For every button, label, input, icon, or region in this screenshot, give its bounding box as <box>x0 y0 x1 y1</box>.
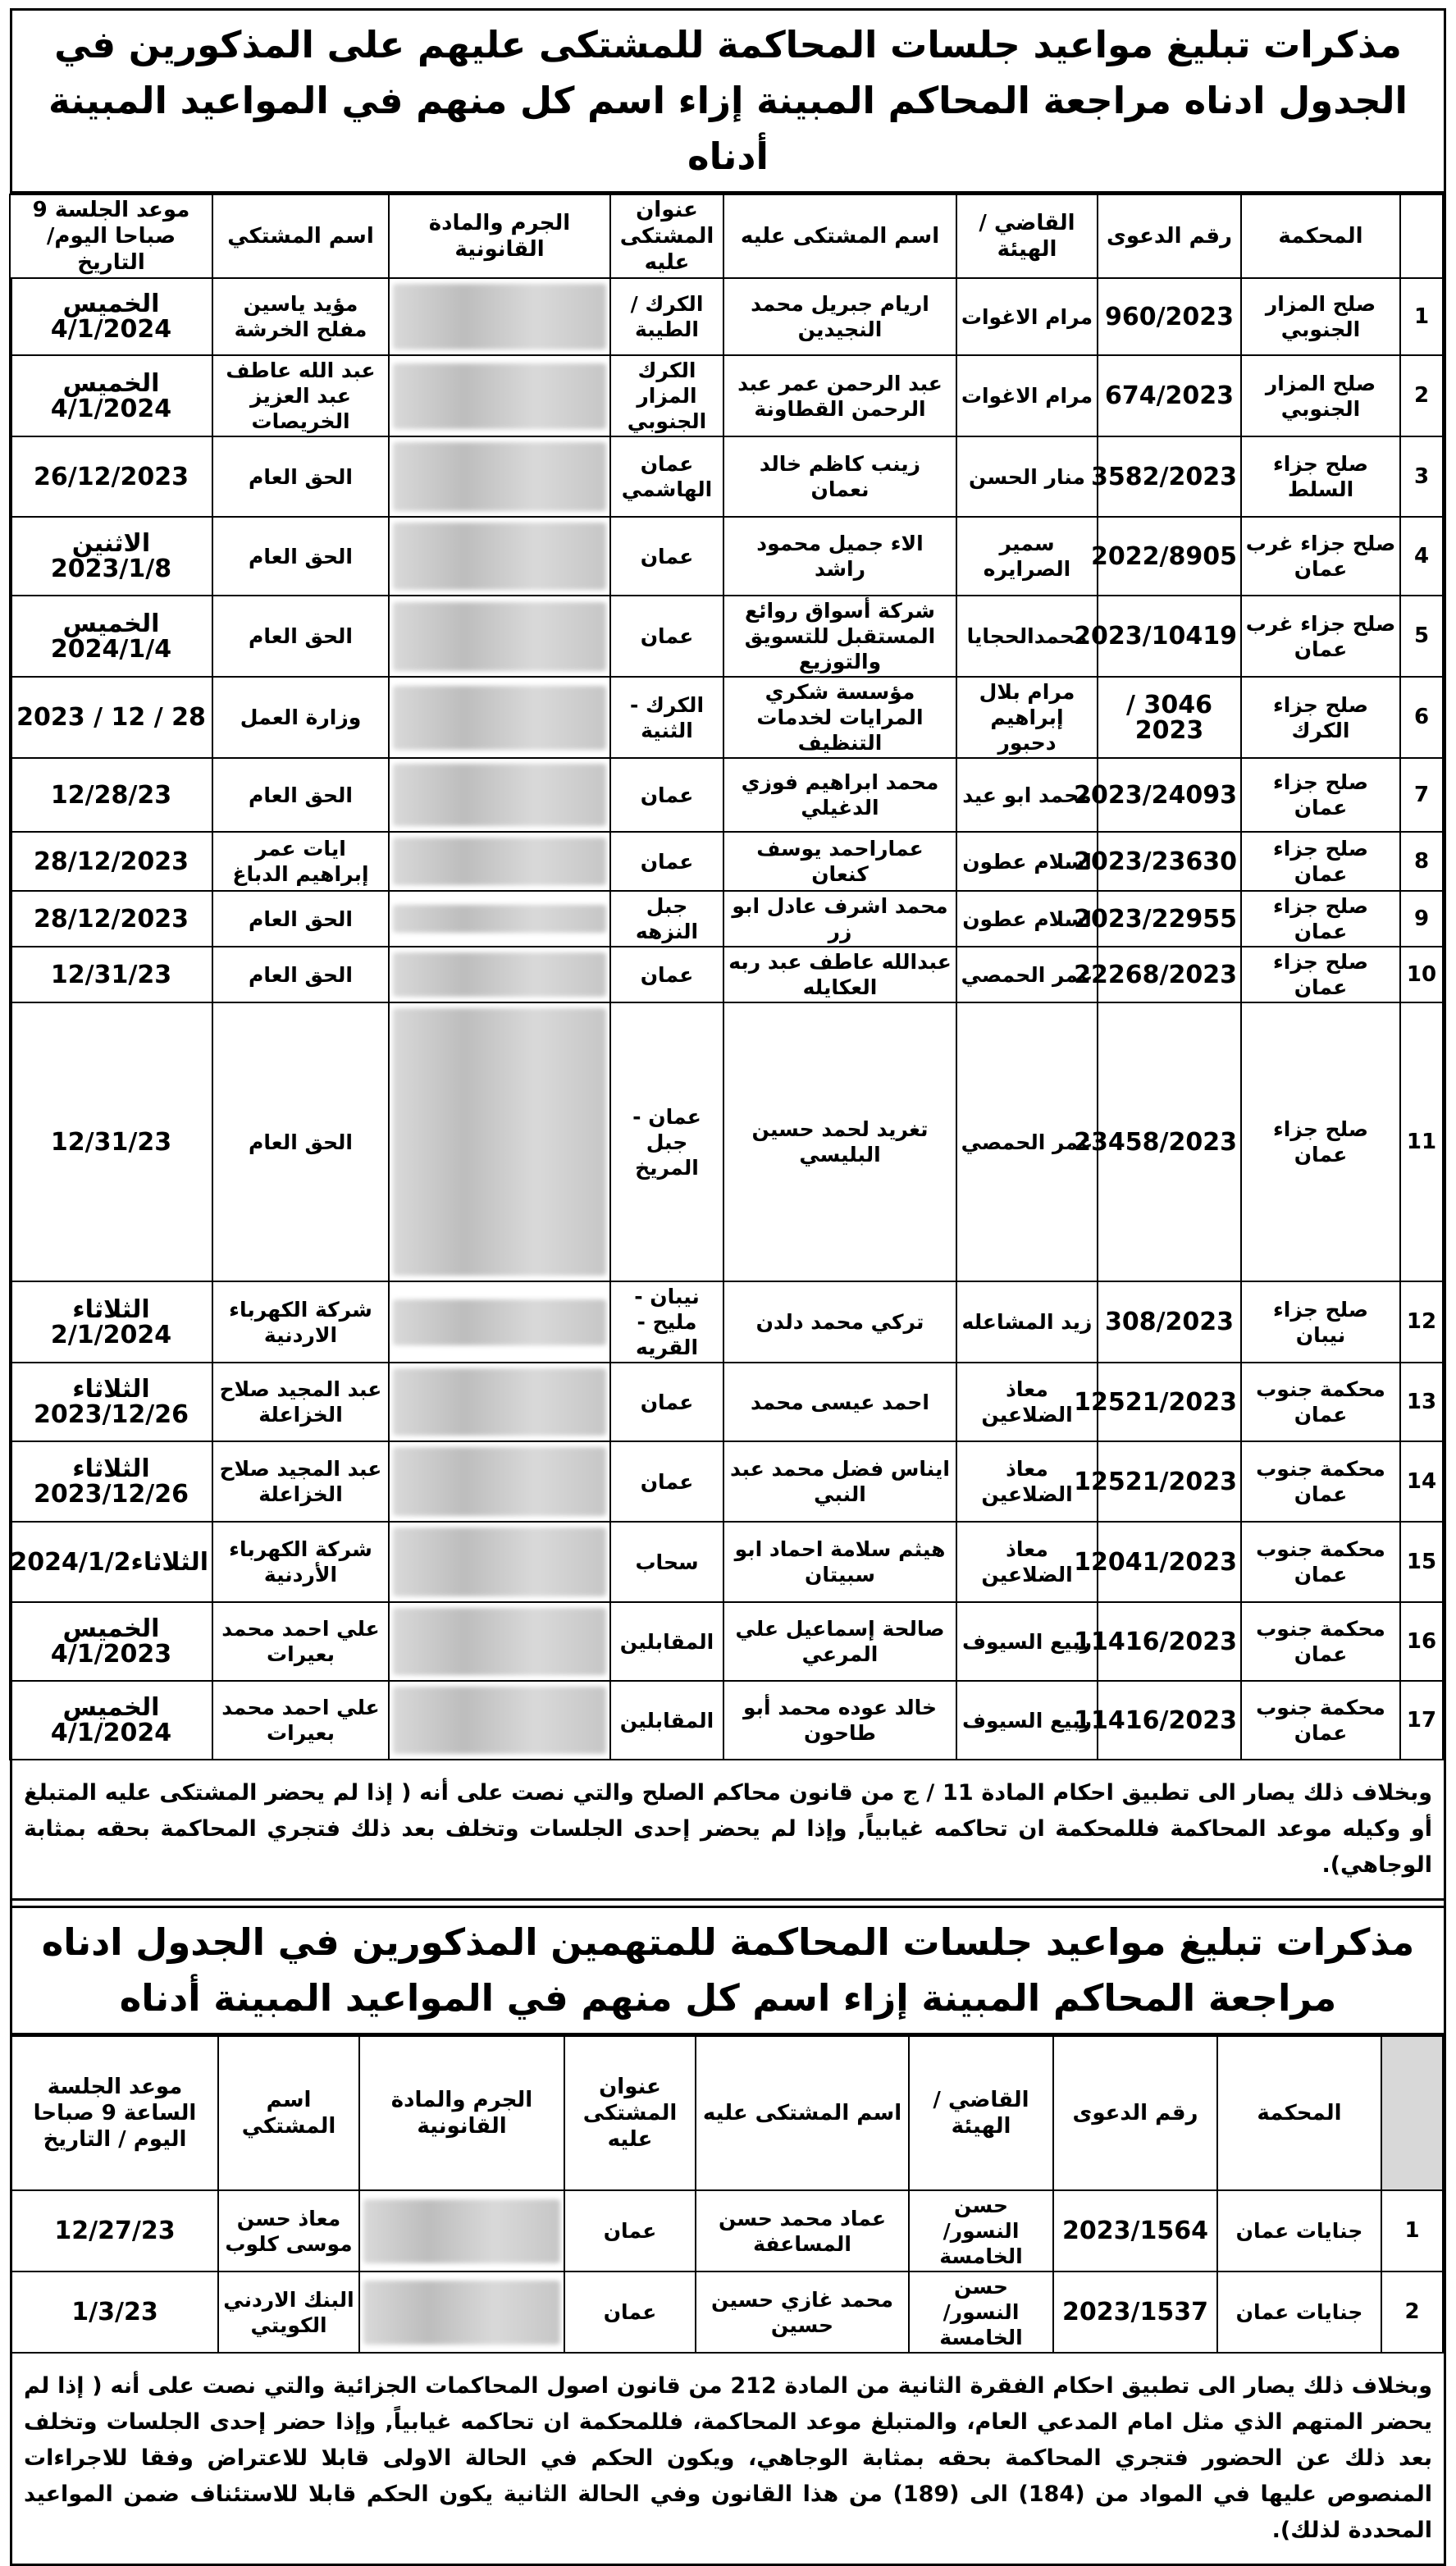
cell-charge-redacted <box>389 891 610 947</box>
cell-charge-redacted <box>389 1281 610 1363</box>
redacted-block <box>393 952 606 997</box>
cell-charge-redacted <box>389 1602 610 1681</box>
redacted-block <box>393 442 606 511</box>
row-index: 6 <box>1400 677 1443 758</box>
cell-court: صلح جزاء عمان <box>1241 1002 1400 1281</box>
redacted-block <box>393 1687 606 1754</box>
cell-defendant: محمد غازي حسين حسين <box>696 2272 909 2353</box>
cell-judge: اسلام عطون <box>956 832 1098 891</box>
cell-judge: سمير الصرايره <box>956 517 1098 596</box>
header-judge: القاضي / الهيئة <box>909 2036 1053 2190</box>
cell-defendant: زينب كاظم خالد نعمان <box>723 436 956 517</box>
cell-plaintiff: الحق العام <box>212 517 389 596</box>
cell-date: الثلاثاء2024/1/2 <box>10 1522 212 1602</box>
cell-defendant: صالحة إسماعيل علي المرعي <box>723 1602 956 1681</box>
cell-address: عمان - جبل المريخ <box>610 1002 723 1281</box>
cell-defendant: هيثم سلامة احماد ابو سبيتان <box>723 1522 956 1602</box>
cell-judge: معاذ الضلاعين <box>956 1363 1098 1441</box>
cell-defendant: عبدالله عاطف عبد ربه العكايله <box>723 947 956 1002</box>
cell-charge-redacted <box>389 1363 610 1441</box>
cell-charge-redacted <box>359 2272 564 2353</box>
cell-court: محكمة جنوب عمان <box>1241 1602 1400 1681</box>
cell-plaintiff: مؤيد ياسين مفلح الخرشة <box>212 278 389 355</box>
cell-charge-redacted <box>389 436 610 517</box>
cell-case: 22268/2023 <box>1098 947 1241 1002</box>
table-row <box>10 278 1443 355</box>
cell-case: 2023/1564 <box>1053 2190 1217 2272</box>
cell-plaintiff: الحق العام <box>212 947 389 1002</box>
table-header-row <box>11 2036 1443 2190</box>
cell-case: 11416/2023 <box>1098 1602 1241 1681</box>
cell-address: سحاب <box>610 1522 723 1602</box>
cell-case: 2023/22955 <box>1098 891 1241 947</box>
table-row <box>11 2190 1443 2272</box>
table-row <box>10 1522 1443 1602</box>
cell-case: 12521/2023 <box>1098 1363 1241 1441</box>
cell-address: عمان <box>564 2190 696 2272</box>
cell-date: الخميس 4/1/2024 <box>10 278 212 355</box>
header-judge: القاضي / الهيئة <box>956 194 1098 278</box>
cell-date: الثلاثاء 2/1/2024 <box>10 1281 212 1363</box>
cell-charge-redacted <box>389 832 610 891</box>
table-row <box>10 891 1443 947</box>
cell-defendant: ايناس فضل محمد عبد النبي <box>723 1441 956 1522</box>
cell-address: المقابلين <box>610 1681 723 1760</box>
redacted-block <box>363 2281 560 2345</box>
cell-address: عمان <box>610 1363 723 1441</box>
cell-plaintiff: الحق العام <box>212 758 389 832</box>
cell-address: نيبان - مليح - القريه <box>610 1281 723 1363</box>
cell-plaintiff: علي احمد محمد بعيرات <box>212 1681 389 1760</box>
cell-date: 12/31/23 <box>10 1002 212 1281</box>
cell-case: 3046 / 2023 <box>1098 677 1241 758</box>
cell-charge-redacted <box>389 677 610 758</box>
row-index: 16 <box>1400 1602 1443 1681</box>
redacted-block <box>393 1008 606 1276</box>
cell-address: عمان <box>610 517 723 596</box>
cell-case: 2023/1537 <box>1053 2272 1217 2353</box>
cell-date: الخميس 4/1/2023 <box>10 1602 212 1681</box>
cell-plaintiff: الحق العام <box>212 1002 389 1281</box>
header-charge: الجرم والمادة القانونية <box>359 2036 564 2190</box>
table-row <box>10 1281 1443 1363</box>
cell-address: الكرك المزار الجنوبي <box>610 355 723 436</box>
cell-date: 1/3/23 <box>11 2272 218 2353</box>
cell-judge: محمدالحجايا <box>956 596 1098 677</box>
cell-case: 2023/24093 <box>1098 758 1241 832</box>
row-index: 11 <box>1400 1002 1443 1281</box>
redacted-block <box>393 1447 606 1516</box>
cell-case: 2023/23630 <box>1098 832 1241 891</box>
row-index: 2 <box>1381 2272 1443 2353</box>
cell-plaintiff: علي احمد محمد بعيرات <box>212 1602 389 1681</box>
cell-defendant: اريام جبريل محمد النجيدين <box>723 278 956 355</box>
cell-date: 26/12/2023 <box>10 436 212 517</box>
header-index <box>1400 194 1443 278</box>
row-index: 5 <box>1400 596 1443 677</box>
row-index: 14 <box>1400 1441 1443 1522</box>
header-address: عنوان المشتكى عليه <box>610 194 723 278</box>
cell-court: صلح جزاء عمان <box>1241 947 1400 1002</box>
cell-case: 12041/2023 <box>1098 1522 1241 1602</box>
cell-plaintiff: الحق العام <box>212 596 389 677</box>
header-charge: الجرم والمادة القانونية <box>389 194 610 278</box>
row-index: 2 <box>1400 355 1443 436</box>
cell-judge: حسن النسور/ الخامسة <box>909 2272 1053 2353</box>
cell-charge-redacted <box>389 355 610 436</box>
cell-address: جبل النزهه <box>610 891 723 947</box>
cell-defendant: الاء جميل محمود راشد <box>723 517 956 596</box>
cell-judge: محمد ابو عيد <box>956 758 1098 832</box>
table-row <box>10 1602 1443 1681</box>
cell-judge: معاذ الضلاعين <box>956 1522 1098 1602</box>
cell-judge: ربيع السيوف <box>956 1602 1098 1681</box>
redacted-block <box>393 764 606 826</box>
cell-charge-redacted <box>389 278 610 355</box>
cell-plaintiff: عبد الله عاطف عبد العزيز الخريصات <box>212 355 389 436</box>
cell-court: محكمة جنوب عمان <box>1241 1681 1400 1760</box>
table-row <box>10 677 1443 758</box>
cell-court: صلح جزاء عمان <box>1241 832 1400 891</box>
cell-defendant: عماراحمد يوسف كنعان <box>723 832 956 891</box>
cell-court: صلح جزاء الكرك <box>1241 677 1400 758</box>
row-index: 8 <box>1400 832 1443 891</box>
row-index: 7 <box>1400 758 1443 832</box>
cell-charge-redacted <box>389 596 610 677</box>
cell-court: جنايات عمان <box>1217 2190 1381 2272</box>
table-row <box>10 355 1443 436</box>
redacted-block <box>393 905 606 933</box>
table-row <box>10 1363 1443 1441</box>
row-index: 17 <box>1400 1681 1443 1760</box>
cell-court: صلح جزاء نيبان <box>1241 1281 1400 1363</box>
cell-court: محكمة جنوب عمان <box>1241 1363 1400 1441</box>
cell-address: عمان <box>610 596 723 677</box>
table-row <box>11 2272 1443 2353</box>
table-row <box>10 758 1443 832</box>
cell-address: عمان الهاشمي <box>610 436 723 517</box>
cell-charge-redacted <box>389 1522 610 1602</box>
cell-defendant: مؤسسة شكري المرايات لخدمات التنظيف <box>723 677 956 758</box>
cell-plaintiff: ايات عمر إبراهيم الدباغ <box>212 832 389 891</box>
row-index: 1 <box>1381 2190 1443 2272</box>
cell-charge-redacted <box>389 517 610 596</box>
cell-defendant: محمد ابراهيم فوزي الدغيلي <box>723 758 956 832</box>
cell-judge: عمر الحمصي <box>956 947 1098 1002</box>
cell-defendant: عبد الرحمن عمر عبد الرحمن القطاونة <box>723 355 956 436</box>
section-2-table <box>11 2035 1444 2354</box>
redacted-block <box>393 838 606 885</box>
cell-charge-redacted <box>389 1681 610 1760</box>
header-defendant: اسم المشتكى عليه <box>696 2036 909 2190</box>
cell-date: 12/27/23 <box>11 2190 218 2272</box>
header-defendant: اسم المشتكى عليه <box>723 194 956 278</box>
cell-court: صلح المزار الجنوبي <box>1241 355 1400 436</box>
cell-plaintiff: عبد المجيد صلاح الخزاعلة <box>212 1441 389 1522</box>
cell-case: 12521/2023 <box>1098 1441 1241 1522</box>
cell-charge-redacted <box>359 2190 564 2272</box>
cell-plaintiff: معاذ حسن موسى كلوب <box>218 2190 359 2272</box>
row-index: 12 <box>1400 1281 1443 1363</box>
header-case-number: رقم الدعوى <box>1053 2036 1217 2190</box>
cell-judge: منار الحسن <box>956 436 1098 517</box>
cell-date: 28 / 12 / 2023 <box>10 677 212 758</box>
row-index: 10 <box>1400 947 1443 1002</box>
cell-address: الكرك / الطيبة <box>610 278 723 355</box>
cell-case: 674/2023 <box>1098 355 1241 436</box>
table-row <box>10 947 1443 1002</box>
cell-charge-redacted <box>389 1002 610 1281</box>
redacted-block <box>393 686 606 750</box>
cell-court: محكمة جنوب عمان <box>1241 1522 1400 1602</box>
cell-plaintiff: شركة الكهرباء الأردنية <box>212 1522 389 1602</box>
header-index <box>1381 2036 1443 2190</box>
cell-defendant: تركي محمد دلدن <box>723 1281 956 1363</box>
section-1-table <box>9 194 1444 1760</box>
header-case-number: رقم الدعوى <box>1098 194 1241 278</box>
cell-judge: اسلام عطون <box>956 891 1098 947</box>
cell-date: 12/28/23 <box>10 758 212 832</box>
cell-judge: مرام بلال إبراهيم دحبور <box>956 677 1098 758</box>
section-1 <box>10 8 1446 2566</box>
cell-judge: ربيع السيوف <box>956 1681 1098 1760</box>
cell-date: الثلاثاء 2023/12/26 <box>10 1441 212 1522</box>
table-row <box>10 1441 1443 1522</box>
cell-court: صلح المزار الجنوبي <box>1241 278 1400 355</box>
table-row <box>10 1681 1443 1760</box>
header-court: المحكمة <box>1217 2036 1381 2190</box>
row-index: 3 <box>1400 436 1443 517</box>
cell-defendant: خالد عوده محمد أبو طاحون <box>723 1681 956 1760</box>
header-session-date: موعد الجلسة 9 صباحا اليوم/التاريخ <box>10 194 212 278</box>
section-1-note: وبخلاف ذلك يصار الى تطبيق احكام المادة 11 / ج من قانون محاكم الصلح والتي نصت على أنه ( إذا لم يحضر المشتكى عليه المتبلغ أو وكيله موعد المحاكمة فللمحكمة ان تحاكمه غيابياً, وإذا لم يحضر إحدى الجلسات وتخلف بعد ذلك فتجري المحاكمة بحقه بمثابة الوجاهي). <box>12 1760 1444 1901</box>
cell-address: عمان <box>610 947 723 1002</box>
cell-address: عمان <box>564 2272 696 2353</box>
cell-date: الثلاثاء 2023/12/26 <box>10 1363 212 1441</box>
cell-plaintiff: عبد المجيد صلاح الخزاعلة <box>212 1363 389 1441</box>
row-index: 9 <box>1400 891 1443 947</box>
cell-address: عمان <box>610 758 723 832</box>
redacted-block <box>393 1608 606 1675</box>
redacted-block <box>393 1527 606 1596</box>
redacted-block <box>393 523 606 590</box>
cell-judge: مرام الاغوات <box>956 355 1098 436</box>
cell-defendant: عماد محمد حسن المساعفة <box>696 2190 909 2272</box>
table-row <box>10 517 1443 596</box>
header-session-date: موعد الجلسة الساعة 9 صباحا اليوم / التاريخ <box>11 2036 218 2190</box>
cell-judge: معاذ الضلاعين <box>956 1441 1098 1522</box>
cell-plaintiff: البنك الاردني الكويتي <box>218 2272 359 2353</box>
cell-charge-redacted <box>389 758 610 832</box>
cell-address: عمان <box>610 1441 723 1522</box>
cell-case: 11416/2023 <box>1098 1681 1241 1760</box>
section-2-title: مذكرات تبليغ مواعيد جلسات المحاكمة للمتهمين المذكورين في الجدول ادناه مراجعة المحاكم المبينة إزاء اسم كل منهم في المواعيد المبينة أدناه <box>12 1906 1444 2035</box>
cell-date: الخميس 2024/1/4 <box>10 596 212 677</box>
row-index: 4 <box>1400 517 1443 596</box>
table-row <box>10 436 1443 517</box>
row-index: 13 <box>1400 1363 1443 1441</box>
row-index: 1 <box>1400 278 1443 355</box>
redacted-block <box>393 363 606 429</box>
cell-case: 308/2023 <box>1098 1281 1241 1363</box>
redacted-block <box>393 1299 606 1345</box>
cell-plaintiff: شركة الكهرباء الاردنية <box>212 1281 389 1363</box>
cell-charge-redacted <box>389 947 610 1002</box>
cell-defendant: محمد اشرف عادل ابو زر <box>723 891 956 947</box>
cell-case: 960/2023 <box>1098 278 1241 355</box>
table-row <box>10 1002 1443 1281</box>
redacted-block <box>393 1368 606 1436</box>
cell-plaintiff: وزارة العمل <box>212 677 389 758</box>
cell-judge: عمر الحمصي <box>956 1002 1098 1281</box>
redacted-block <box>393 284 606 349</box>
cell-plaintiff: الحق العام <box>212 436 389 517</box>
header-plaintiff: اسم المشتكي <box>218 2036 359 2190</box>
section-2-note: وبخلاف ذلك يصار الى تطبيق احكام الفقرة الثانية من المادة 212 من قانون اصول المحاكمات الجزائية والتي نصت على أنه ( إذا لم يحضر المتهم الذي مثل امام المدعي العام، والمتبلغ موعد المحاكمة، فللمحكمة ان تحاكمه غيابياً, وإذا حضر إحدى الجلسات وتخلف بعد ذلك عن الحضور فتجري المحاكمة بحقه بمثابة الوجاهي، ويكون الحكم في الحالة الاولى قابلا للاعتراض وفقا للاجراءات المنصوص عليها في المواد من (184) الى (189) من هذا القانون وفي الحالة الثانية يكون الحكم قابلا للاستئناف ضمن المواعيد المحددة لذلك). <box>24 2373 1432 2543</box>
cell-address: الكرك - الثنية <box>610 677 723 758</box>
table-header-row <box>10 194 1443 278</box>
cell-court: صلح جزاء السلط <box>1241 436 1400 517</box>
cell-address: عمان <box>610 832 723 891</box>
cell-date: 28/12/2023 <box>10 832 212 891</box>
header-address: عنوان المشتكى عليه <box>564 2036 696 2190</box>
cell-defendant: تغريد لحمد حسين البليسي <box>723 1002 956 1281</box>
cell-defendant: شركة أسواق روائع المستقبل للتسويق والتوزيع <box>723 596 956 677</box>
cell-court: محكمة جنوب عمان <box>1241 1441 1400 1522</box>
cell-court: صلح جزاء غرب عمان <box>1241 517 1400 596</box>
cell-date: الخميس 4/1/2024 <box>10 1681 212 1760</box>
section-1-title: مذكرات تبليغ مواعيد جلسات المحاكمة للمشتكى عليهم على المذكورين في الجدول ادناه مراجعة المحاكم المبينة إزاء اسم كل منهم في المواعيد المبينة أدناه <box>12 11 1444 194</box>
cell-case: 2022/8905 <box>1098 517 1241 596</box>
cell-date: 28/12/2023 <box>10 891 212 947</box>
cell-court: صلح جزاء غرب عمان <box>1241 596 1400 677</box>
cell-date: الاثنين 2023/1/8 <box>10 517 212 596</box>
cell-case: 23458/2023 <box>1098 1002 1241 1281</box>
cell-date: الخميس 4/1/2024 <box>10 355 212 436</box>
header-plaintiff: اسم المشتكي <box>212 194 389 278</box>
cell-case: 2023/10419 <box>1098 596 1241 677</box>
cell-address: المقابلين <box>610 1602 723 1681</box>
cell-judge: حسن النسور/ الخامسة <box>909 2190 1053 2272</box>
cell-defendant: احمد عيسى محمد <box>723 1363 956 1441</box>
table-row <box>10 596 1443 677</box>
cell-plaintiff: الحق العام <box>212 891 389 947</box>
cell-court: صلح جزاء عمان <box>1241 891 1400 947</box>
header-court: المحكمة <box>1241 194 1400 278</box>
cell-date: 12/31/23 <box>10 947 212 1002</box>
table-row <box>10 832 1443 891</box>
row-index: 15 <box>1400 1522 1443 1602</box>
cell-court: صلح جزاء عمان <box>1241 758 1400 832</box>
cell-court: جنايات عمان <box>1217 2272 1381 2353</box>
cell-judge: زيد المشاعله <box>956 1281 1098 1363</box>
redacted-block <box>393 602 606 671</box>
cell-case: 3582/2023 <box>1098 436 1241 517</box>
cell-charge-redacted <box>389 1441 610 1522</box>
redacted-block <box>363 2199 560 2263</box>
cell-judge: مرام الاغوات <box>956 278 1098 355</box>
